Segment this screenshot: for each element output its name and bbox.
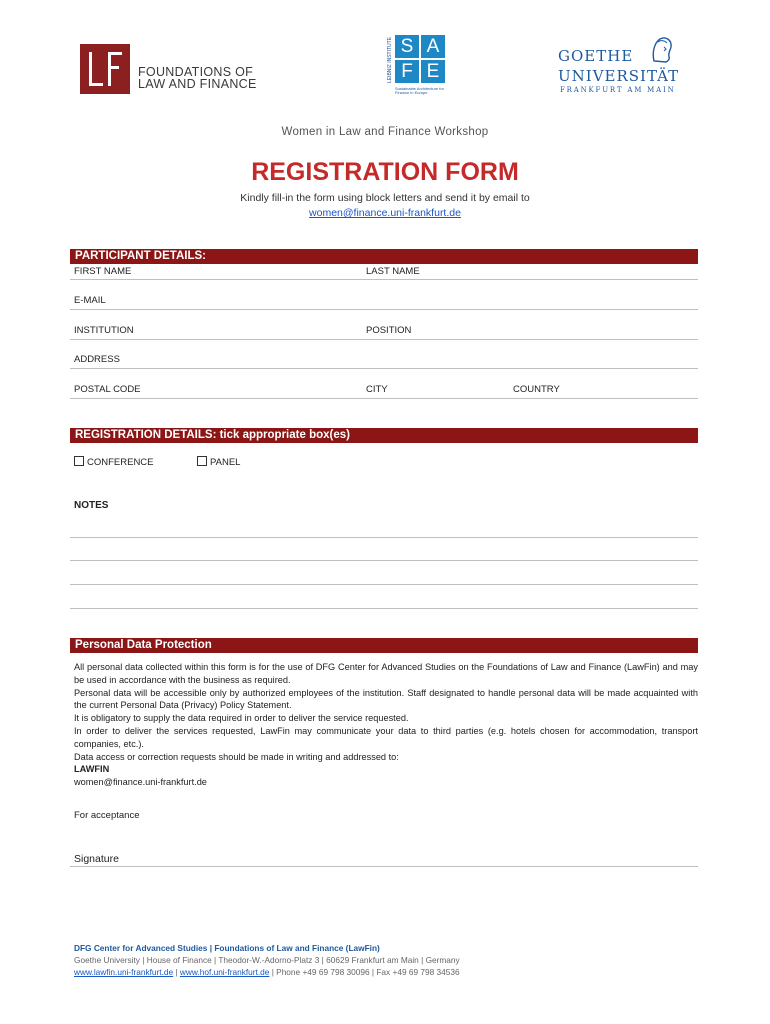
footer-center: DFG Center for Advanced Studies | Foundations of Law and Finance (LawFin) bbox=[74, 943, 380, 953]
participant-details-header: PARTICIPANT DETAILS: bbox=[70, 249, 698, 264]
signature-label: Signature bbox=[74, 853, 119, 865]
workshop-title: Women in Law and Finance Workshop bbox=[281, 126, 489, 138]
notes-line-1[interactable] bbox=[70, 537, 698, 538]
address-field[interactable] bbox=[70, 368, 698, 369]
contact-name: LAWFIN bbox=[74, 764, 110, 775]
footer-address: Goethe University | House of Finance | Theodor-W.-Adorno-Platz 3 | 60629 Frankfurt am Main | Germany bbox=[74, 955, 460, 965]
notes-line-4[interactable] bbox=[70, 608, 698, 609]
goethe-university-logo: GOETHE UNIVERSITÄT FRANKFURT AM MAIN bbox=[558, 33, 680, 95]
footer-separator: | bbox=[173, 967, 180, 977]
checkbox-icon bbox=[74, 456, 84, 466]
notes-label: NOTES bbox=[74, 500, 109, 511]
contact-email: women@finance.uni-frankfurt.de bbox=[74, 777, 207, 788]
notes-line-3[interactable] bbox=[70, 584, 698, 585]
address-label: ADDRESS bbox=[74, 354, 120, 365]
privacy-header: Personal Data Protection bbox=[70, 638, 698, 653]
privacy-paragraph: It is obligatory to supply the data required in order to deliver the service requested. bbox=[74, 713, 409, 724]
privacy-paragraph: In order to deliver the services requested, LawFin may communicate your data to third parties (e.g. hotels chosen for accommodation, transport companies, etc.). bbox=[74, 725, 698, 749]
first-name-label: FIRST NAME bbox=[74, 266, 132, 277]
footer-phone-fax: | Phone +49 69 798 30096 | Fax +49 69 798 34536 bbox=[269, 967, 460, 977]
privacy-paragraph: Data access or correction requests should be made in writing and addressed to: bbox=[74, 751, 399, 762]
postal-code-field[interactable] bbox=[70, 398, 698, 399]
goethe-portrait-icon bbox=[644, 33, 678, 63]
lawfin-website-link[interactable]: www.lawfin.uni-frankfurt.de bbox=[74, 967, 174, 977]
email-field[interactable] bbox=[70, 309, 698, 310]
signature-field[interactable] bbox=[70, 866, 698, 867]
last-name-label: LAST NAME bbox=[366, 266, 420, 277]
conference-label: CONFERENCE bbox=[87, 457, 154, 468]
privacy-paragraph: All personal data collected within this form is for the use of DFG Center for Advanced Studies on the Foundations of Law and Finance (LawFin) and may be used in accordance with the business as required. bbox=[74, 662, 698, 685]
position-label: POSITION bbox=[366, 325, 412, 336]
footer-contact bbox=[74, 967, 460, 977]
email-label: E-MAIL bbox=[74, 295, 106, 306]
panel-label: PANEL bbox=[210, 457, 241, 468]
page-title: REGISTRATION FORM bbox=[251, 158, 519, 186]
checkbox-icon bbox=[197, 456, 207, 466]
acceptance-label: For acceptance bbox=[74, 810, 140, 821]
privacy-text bbox=[74, 661, 698, 789]
privacy-paragraph: Personal data will be accessible only by authorized employees of the institution. Staff designated to handle personal data will be made acquainted with the current Personal Data (Privacy) Policy Statement. bbox=[74, 687, 698, 711]
institution-label: INSTITUTION bbox=[74, 325, 134, 336]
first-name-field[interactable] bbox=[70, 279, 698, 280]
postal-code-label: POSTAL CODE bbox=[74, 384, 141, 395]
lawfin-logo-mark bbox=[80, 44, 130, 94]
lawfin-logo-text: FOUNDATIONS OF LAW AND FINANCE bbox=[138, 65, 257, 91]
safe-logo: LEIBNIZ INSTITUTE S A F E Sustainable Architecture for Finance in Europe bbox=[387, 36, 444, 95]
conference-checkbox[interactable] bbox=[74, 456, 154, 468]
institution-field[interactable] bbox=[70, 339, 698, 340]
registration-details-header: REGISTRATION DETAILS: tick appropriate box(es) bbox=[70, 428, 698, 443]
lawfin-logo bbox=[80, 44, 280, 94]
notes-line-2[interactable] bbox=[70, 560, 698, 561]
panel-checkbox[interactable] bbox=[197, 456, 240, 468]
city-label: CITY bbox=[366, 384, 388, 395]
country-label: COUNTRY bbox=[513, 384, 560, 395]
email-link[interactable]: women@finance.uni-frankfurt.de bbox=[309, 207, 461, 219]
instruction-text: Kindly fill-in the form using block letters and send it by email to bbox=[240, 192, 530, 204]
hof-website-link[interactable]: www.hof.uni-frankfurt.de bbox=[179, 967, 270, 977]
